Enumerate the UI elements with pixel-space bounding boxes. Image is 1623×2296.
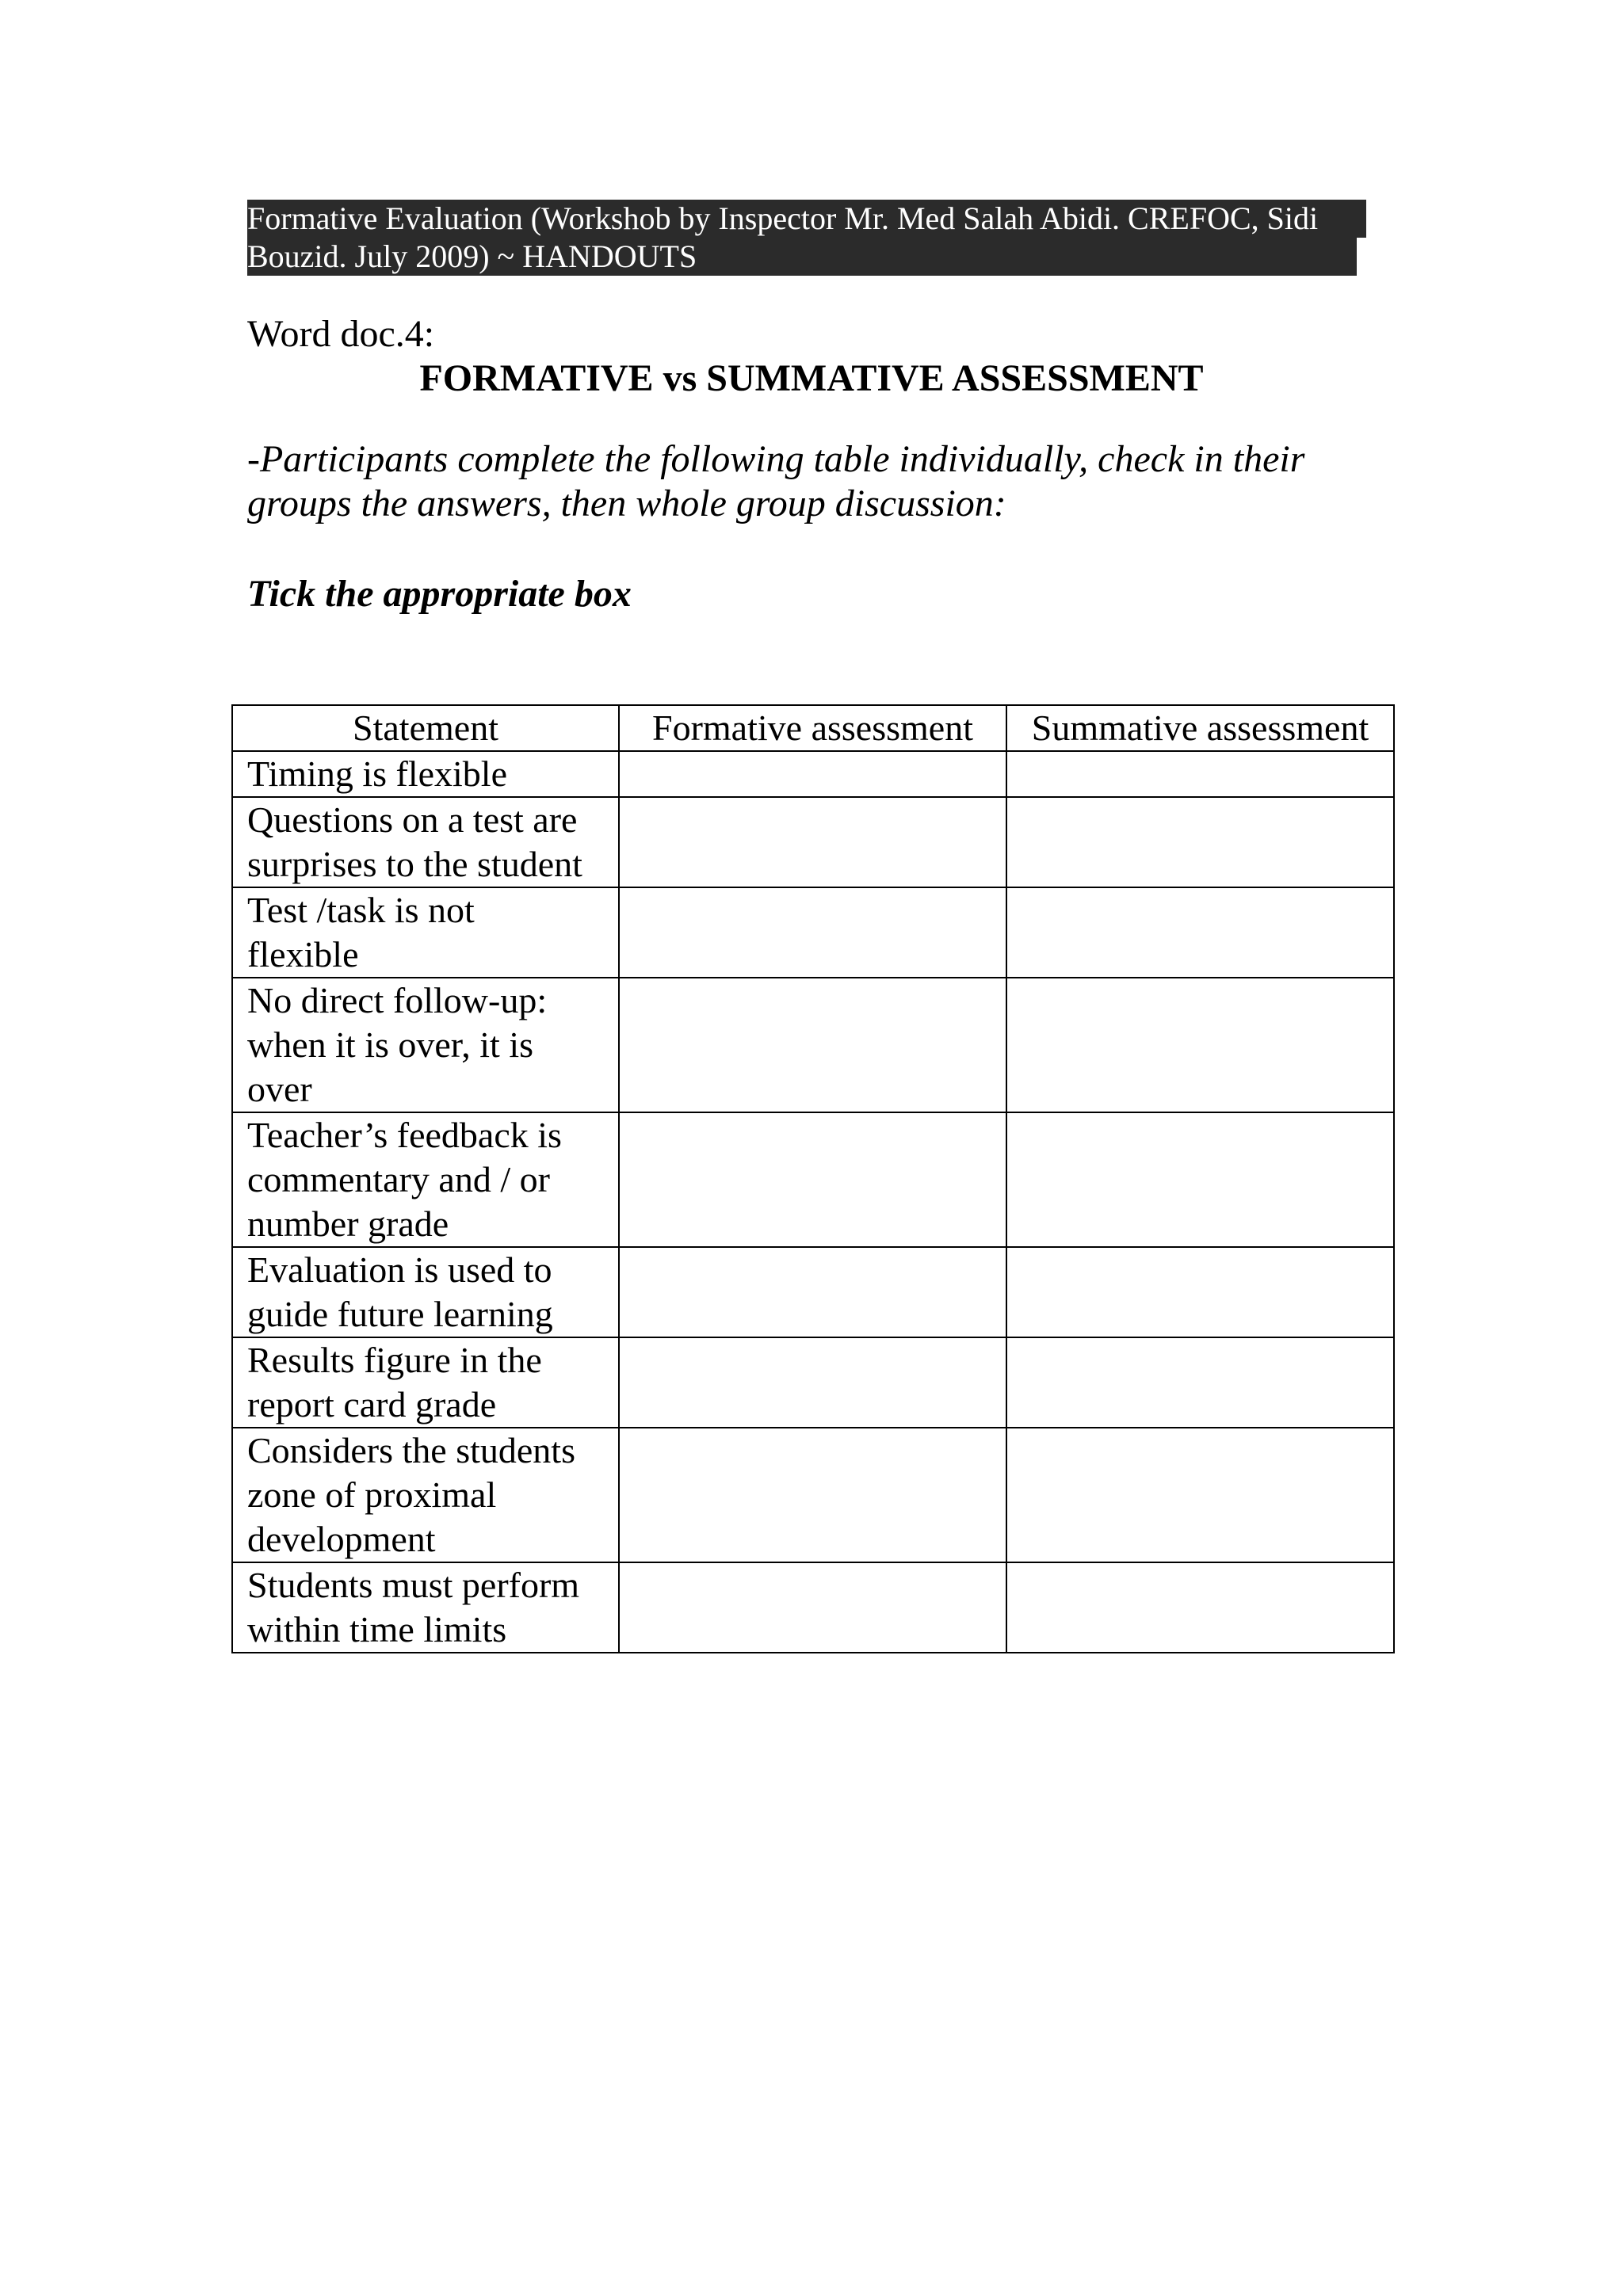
formative-tick-box[interactable] xyxy=(619,978,1006,1112)
statement-cell xyxy=(232,1562,619,1653)
statement-cell xyxy=(232,1247,619,1337)
statement-line: Results figure in the xyxy=(247,1340,542,1380)
formative-tick-box[interactable] xyxy=(619,751,1006,797)
statement-line: Test /task is not xyxy=(247,890,475,930)
table-header-row xyxy=(232,705,1394,751)
instruction-line-1: -Participants complete the following table individually, check in their xyxy=(247,438,1305,480)
statement-line: Questions on a test are xyxy=(247,799,578,840)
statement-line: No direct follow-up: xyxy=(247,980,548,1020)
summative-tick-box[interactable] xyxy=(1006,797,1394,887)
statement-line: commentary and / or xyxy=(247,1159,550,1199)
statement-line: Timing is flexible xyxy=(247,753,507,794)
table-row xyxy=(232,1112,1394,1247)
header-formative: Formative assessment xyxy=(619,705,1006,751)
statement-cell xyxy=(232,1337,619,1428)
statement-cell xyxy=(232,797,619,887)
summative-tick-box[interactable] xyxy=(1006,1247,1394,1337)
statement-line: flexible xyxy=(247,934,359,974)
statement-line: guide future learning xyxy=(247,1294,553,1334)
formative-tick-box[interactable] xyxy=(619,887,1006,978)
statement-line: when it is over, it is xyxy=(247,1024,534,1065)
formative-tick-box[interactable] xyxy=(619,1562,1006,1653)
document-title: FORMATIVE vs SUMMATIVE ASSESSMENT xyxy=(419,357,1204,399)
formative-tick-box[interactable] xyxy=(619,1428,1006,1562)
header-statement: Statement xyxy=(232,705,619,751)
summative-tick-box[interactable] xyxy=(1006,751,1394,797)
header-summative: Summative assessment xyxy=(1006,705,1394,751)
statement-line: Considers the students xyxy=(247,1430,575,1470)
summative-tick-box[interactable] xyxy=(1006,1337,1394,1428)
statement-line: Students must perform xyxy=(247,1565,580,1605)
statement-cell xyxy=(232,978,619,1112)
assessment-table xyxy=(231,704,1395,1653)
task-instruction: Tick the appropriate box xyxy=(247,573,632,615)
formative-tick-box[interactable] xyxy=(619,1247,1006,1337)
statement-cell xyxy=(232,751,619,797)
statement-cell xyxy=(232,887,619,978)
instruction-line-2: groups the answers, then whole group discussion: xyxy=(247,482,1006,524)
table-row xyxy=(232,887,1394,978)
summative-tick-box[interactable] xyxy=(1006,1428,1394,1562)
statement-line: zone of proximal xyxy=(247,1474,497,1515)
table-row xyxy=(232,1428,1394,1562)
table-row xyxy=(232,978,1394,1112)
statement-line: within time limits xyxy=(247,1609,507,1650)
formative-tick-box[interactable] xyxy=(619,1112,1006,1247)
header-banner xyxy=(247,200,1357,276)
document-label: Word doc.4: xyxy=(247,313,435,355)
banner-line-2: Bouzid. July 2009) ~ HANDOUTS xyxy=(247,238,697,274)
summative-tick-box[interactable] xyxy=(1006,1112,1394,1247)
instructions xyxy=(247,437,1373,526)
banner-line-1: Formative Evaluation (Workshob by Inspector Mr. Med Salah Abidi. CREFOC, Sidi xyxy=(247,200,1366,238)
table-row xyxy=(232,1337,1394,1428)
statement-line: development xyxy=(247,1519,436,1559)
statement-line: report card grade xyxy=(247,1384,497,1425)
table-row xyxy=(232,751,1394,797)
table-row xyxy=(232,1247,1394,1337)
table-row xyxy=(232,1562,1394,1653)
summative-tick-box[interactable] xyxy=(1006,1562,1394,1653)
statement-cell xyxy=(232,1428,619,1562)
statement-line: over xyxy=(247,1069,312,1109)
summative-tick-box[interactable] xyxy=(1006,978,1394,1112)
formative-tick-box[interactable] xyxy=(619,1337,1006,1428)
formative-tick-box[interactable] xyxy=(619,797,1006,887)
table-row xyxy=(232,797,1394,887)
summative-tick-box[interactable] xyxy=(1006,887,1394,978)
statement-line: surprises to the student xyxy=(247,844,582,884)
statement-line: Teacher’s feedback is xyxy=(247,1115,562,1155)
statement-line: Evaluation is used to xyxy=(247,1249,552,1290)
statement-cell xyxy=(232,1112,619,1247)
statement-line: number grade xyxy=(247,1203,449,1244)
